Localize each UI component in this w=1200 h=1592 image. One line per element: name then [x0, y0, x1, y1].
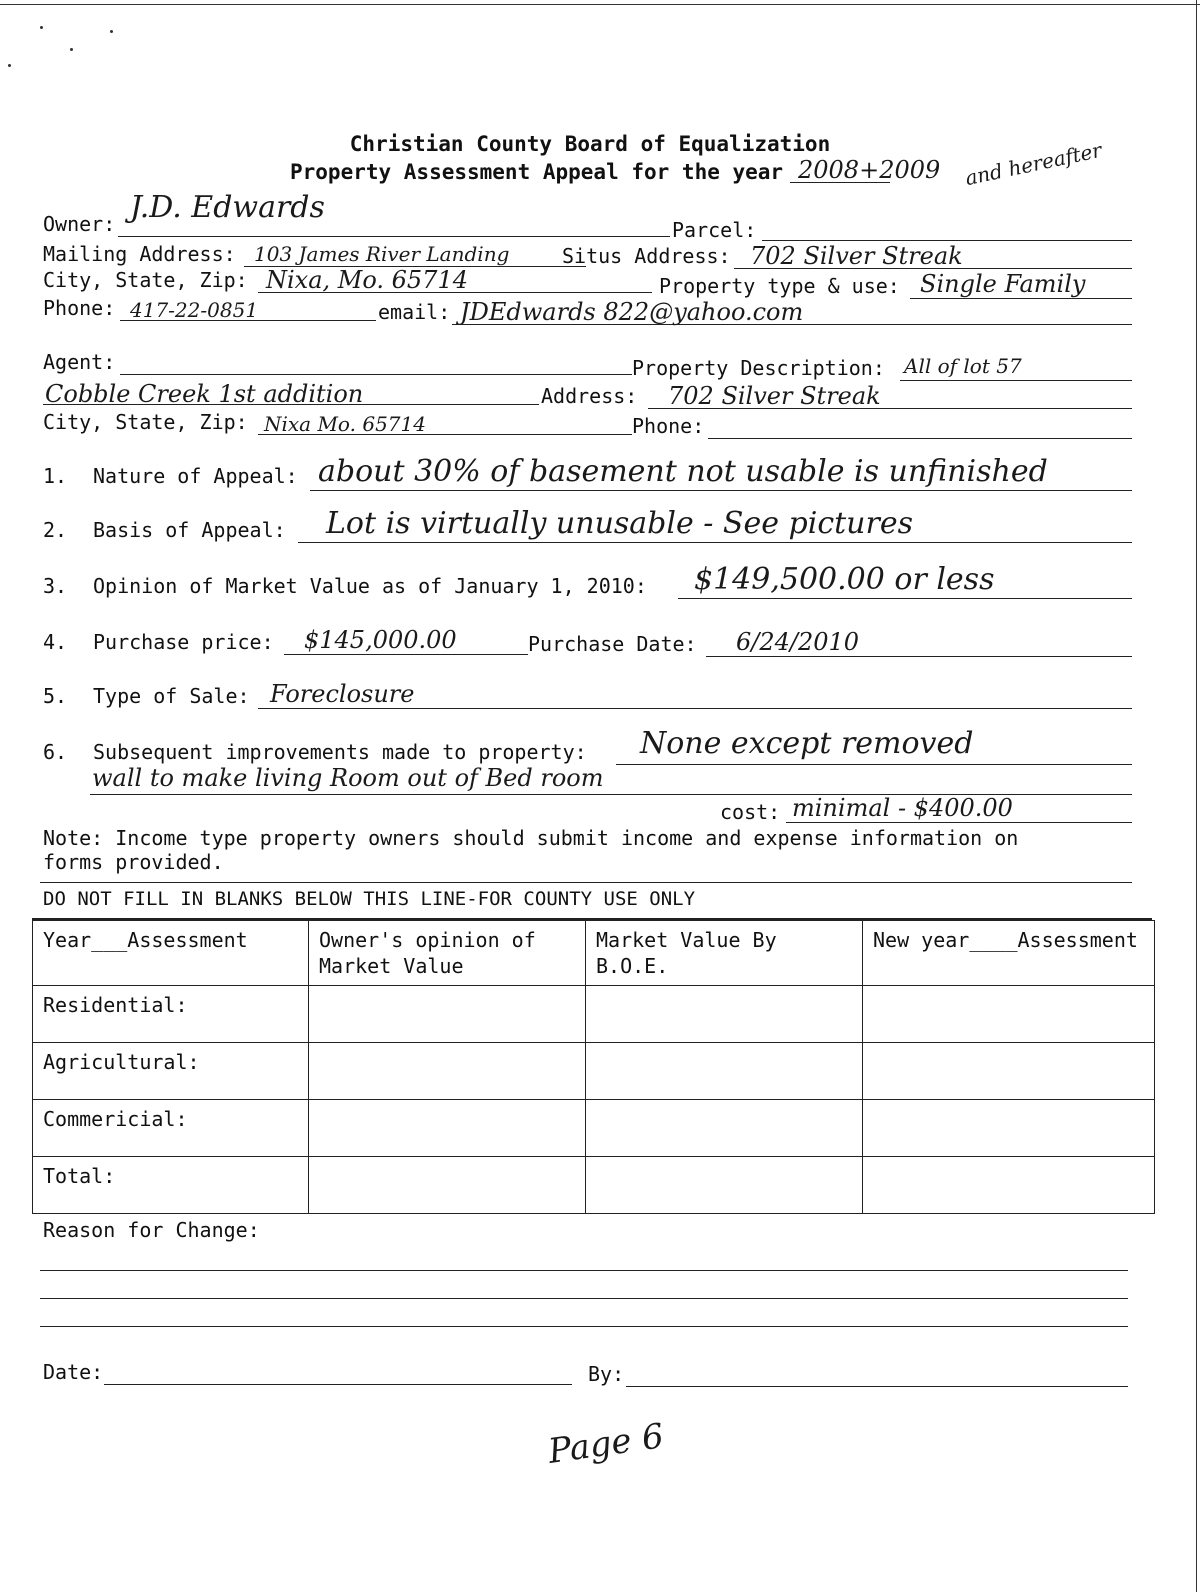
- phone-label: Phone:: [43, 296, 116, 320]
- row-label-total: Total:: [33, 1157, 309, 1214]
- table-cell[interactable]: [309, 1100, 586, 1157]
- note-line-1: Note: Income type property owners should submit income and expense information on: [43, 826, 1019, 850]
- purchase-date-field[interactable]: 6/24/2010: [736, 628, 860, 656]
- scan-speck: [40, 26, 43, 29]
- improvements-field[interactable]: None except removed: [640, 726, 974, 761]
- city-field[interactable]: Nixa, Mo. 65714: [266, 266, 468, 294]
- year-value[interactable]: 2008+2009: [798, 156, 941, 184]
- table-cell[interactable]: [586, 1157, 863, 1214]
- agent-label: Agent:: [43, 350, 116, 374]
- scan-speck: [70, 48, 73, 51]
- item-3-num: 3.: [43, 574, 68, 598]
- situs-label: Situs Address:: [562, 244, 731, 268]
- form-subtitle: Property Assessment Appeal for the year: [290, 160, 784, 184]
- agent-phone-field[interactable]: [708, 438, 1132, 439]
- agent-address-label: Address:: [541, 384, 638, 408]
- table-cell[interactable]: [586, 1043, 863, 1100]
- purchase-date-label: Purchase Date:: [528, 632, 697, 656]
- email-label: email:: [378, 300, 451, 324]
- table-cell[interactable]: [586, 986, 863, 1043]
- agent-address-field[interactable]: 702 Silver Streak: [668, 382, 881, 410]
- table-row: [33, 1157, 1155, 1214]
- basis-of-appeal-field[interactable]: Lot is virtually unusable - See pictures: [326, 506, 913, 541]
- reason-line-3[interactable]: [40, 1326, 1128, 1327]
- item-5-num: 5.: [43, 684, 68, 708]
- table-row: [33, 1043, 1155, 1100]
- table-cell[interactable]: [863, 1100, 1155, 1157]
- item-5-line: [258, 708, 1132, 709]
- table-cell[interactable]: [863, 1157, 1155, 1214]
- situs-field[interactable]: 702 Silver Streak: [750, 242, 963, 270]
- cost-line: [786, 822, 1132, 823]
- improvements-field-line2[interactable]: wall to make living Room out of Bed room: [92, 764, 604, 792]
- table-header-row: [33, 921, 1155, 986]
- type-of-sale-field[interactable]: Foreclosure: [270, 680, 415, 708]
- agent-phone-label: Phone:: [632, 414, 705, 438]
- reason-line-1[interactable]: [40, 1270, 1128, 1271]
- date-field[interactable]: [104, 1384, 572, 1385]
- row-label-agricultural: Agricultural:: [33, 1043, 309, 1100]
- mailing-field[interactable]: 103 James River Landing: [254, 242, 510, 266]
- scan-right-border: [1196, 0, 1197, 1592]
- property-type-field[interactable]: Single Family: [920, 270, 1086, 298]
- table-cell[interactable]: [586, 1100, 863, 1157]
- owner-field[interactable]: J.D. Edwards: [130, 190, 325, 225]
- item-6-label: Subsequent improvements made to property:: [93, 740, 587, 764]
- purchase-date-line: [706, 656, 1132, 657]
- item-1-num: 1.: [43, 464, 68, 488]
- by-field[interactable]: [626, 1386, 1128, 1387]
- property-desc-label: Property Description:: [632, 356, 885, 380]
- county-use-heading: DO NOT FILL IN BLANKS BELOW THIS LINE-FOR COUNTY USE ONLY: [43, 888, 696, 910]
- mailing-label: Mailing Address:: [43, 242, 236, 266]
- table-cell[interactable]: [863, 986, 1155, 1043]
- owner-label: Owner:: [43, 212, 116, 236]
- item-1-label: Nature of Appeal:: [93, 464, 298, 488]
- item-6-num: 6.: [43, 740, 68, 764]
- agent-field[interactable]: [120, 374, 632, 375]
- cost-label: cost:: [720, 800, 781, 824]
- county-divider: [40, 882, 1132, 883]
- owner-line: [118, 236, 670, 237]
- table-cell[interactable]: [309, 1043, 586, 1100]
- page-note: Page 6: [545, 1416, 667, 1472]
- reason-label: Reason for Change:: [43, 1218, 260, 1242]
- table-cell[interactable]: [863, 1043, 1155, 1100]
- item-6-line: [616, 764, 1132, 765]
- purchase-price-field[interactable]: $145,000.00: [304, 626, 457, 654]
- nature-of-appeal-field[interactable]: about 30% of basement not usable is unfinished: [318, 454, 1048, 489]
- header-year-assessment: Year___Assessment: [33, 921, 309, 986]
- property-type-line: [910, 298, 1132, 299]
- form-title: Christian County Board of Equalization: [349, 132, 831, 156]
- phone-field[interactable]: 417-22-0851: [130, 298, 259, 322]
- market-value-field[interactable]: $149,500.00 or less: [694, 562, 995, 597]
- cost-field[interactable]: minimal - $400.00: [792, 794, 1013, 822]
- table-row: [33, 986, 1155, 1043]
- item-5-label: Type of Sale:: [93, 684, 250, 708]
- row-label-residential: Residential:: [33, 986, 309, 1043]
- subdivision-field[interactable]: Cobble Creek 1st addition: [45, 380, 364, 408]
- scan-speck: [8, 64, 11, 67]
- item-2-line: [298, 542, 1132, 543]
- by-label: By:: [588, 1362, 625, 1386]
- email-field[interactable]: JDEdwards 822@yahoo.com: [460, 298, 804, 326]
- scan-speck: [110, 30, 113, 33]
- item-4-label: Purchase price:: [93, 630, 274, 654]
- item-3-line: [678, 598, 1132, 599]
- header-market-value-boe: Market Value By B.O.E.: [586, 921, 863, 986]
- property-type-label: Property type & use:: [659, 274, 900, 298]
- agent-city-label: City, State, Zip:: [43, 410, 248, 434]
- header-owner-opinion: Owner's opinion of Market Value: [309, 921, 586, 986]
- reason-line-2[interactable]: [40, 1298, 1128, 1299]
- item-2-label: Basis of Appeal:: [93, 518, 286, 542]
- date-label: Date:: [43, 1360, 104, 1384]
- year-extra: and hereafter: [963, 137, 1104, 191]
- row-label-commercial: Commericial:: [33, 1100, 309, 1157]
- table-row: [33, 1100, 1155, 1157]
- item-4-num: 4.: [43, 630, 68, 654]
- county-use-table: [32, 918, 1152, 1214]
- item-3-label: Opinion of Market Value as of January 1, 2010:: [93, 574, 647, 598]
- scan-top-border: [0, 4, 1200, 5]
- city-label: City, State, Zip:: [43, 268, 248, 292]
- table-cell[interactable]: [309, 1157, 586, 1214]
- table-cell[interactable]: [309, 986, 586, 1043]
- property-desc-field[interactable]: All of lot 57: [904, 354, 1022, 378]
- purchase-price-line: [284, 654, 528, 655]
- property-desc-line: [900, 380, 1132, 381]
- parcel-label: Parcel:: [672, 218, 757, 242]
- agent-city-field[interactable]: Nixa Mo. 65714: [264, 412, 426, 436]
- item-2-num: 2.: [43, 518, 68, 542]
- note-line-2: forms provided.: [43, 850, 224, 874]
- header-new-year-assessment: New year____Assessment: [863, 921, 1155, 986]
- parcel-field[interactable]: [762, 240, 1132, 241]
- item-1-line: [310, 490, 1132, 491]
